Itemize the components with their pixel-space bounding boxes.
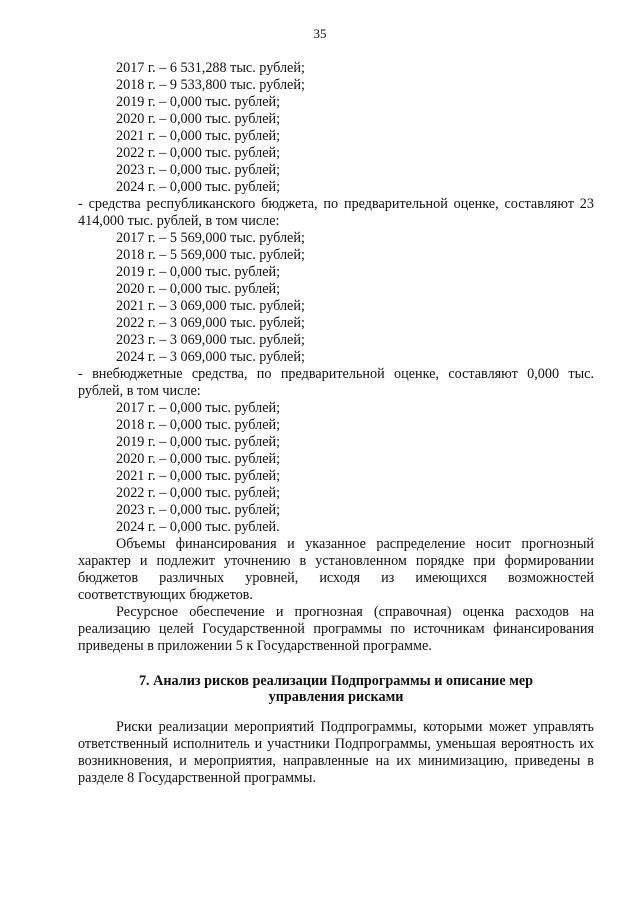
funding-year-line: 2020 г. – 0,000 тыс. рублей; [116,451,281,467]
funding-year-line: 2019 г. – 0,000 тыс. рублей; [116,264,281,280]
funding-year-line: 2024 г. – 0,000 тыс. рублей. [116,519,280,535]
funding-year-line: 2021 г. – 0,000 тыс. рублей; [116,128,281,144]
funding-year-line: 2022 г. – 0,000 тыс. рублей; [116,485,281,501]
page-content [78,60,594,787]
funding-year-line: 2020 г. – 0,000 тыс. рублей; [116,111,281,127]
resources-paragraph: Ресурсное обеспечение и прогнозная (справочная) оценка расходов на реализацию целей Государственной программы по источникам финансирования приведены в приложении 5 к Государственной программе. [78,604,594,654]
funding-year-line: 2024 г. – 0,000 тыс. рублей; [116,179,281,195]
funding-list-extrabudget [78,400,594,536]
funding-year-line: 2023 г. – 0,000 тыс. рублей; [116,162,281,178]
funding-year-line: 2017 г. – 6 531,288 тыс. рублей; [116,60,305,76]
funding-year-line: 2018 г. – 0,000 тыс. рублей; [116,417,281,433]
funding-year-line: 2023 г. – 0,000 тыс. рублей; [116,502,281,518]
forecast-paragraph: Объемы финансирования и указанное распределение носит прогнозный характер и подлежит уточнению в установленном порядке при формировании бюджетов различных уровней, исходя из имеющихся возможностей соответствующих бюджетов. [78,536,594,603]
funding-year-line: 2022 г. – 0,000 тыс. рублей; [116,145,281,161]
page-number: 35 [313,26,327,41]
extrabudget-intro: - внебюджетные средства, по предварительной оценке, составляют 0,000 тыс. рублей, в том числе: [78,366,594,399]
risks-paragraph: Риски реализации мероприятий Подпрограммы, которыми может управлять ответственный исполнитель и участники Подпрограммы, уменьшая вероятность их возникновения, и мероприятия, направленные на их минимизацию, приведены в разделе 8 Государственной программы. [78,719,594,786]
funding-year-line: 2024 г. – 3 069,000 тыс. рублей; [116,349,305,365]
funding-year-line: 2021 г. – 3 069,000 тыс. рублей; [116,298,305,314]
funding-year-line: 2020 г. – 0,000 тыс. рублей; [116,281,281,297]
funding-year-line: 2019 г. – 0,000 тыс. рублей; [116,434,281,450]
funding-year-line: 2023 г. – 3 069,000 тыс. рублей; [116,332,305,348]
section-heading: 7. Анализ рисков реализации Подпрограммы и описание мер управления рисками [138,673,534,705]
funding-list-federal [78,60,594,196]
funding-year-line: 2018 г. – 5 569,000 тыс. рублей; [116,247,305,263]
funding-year-line: 2018 г. – 9 533,800 тыс. рублей; [116,77,305,93]
funding-year-line: 2021 г. – 0,000 тыс. рублей; [116,468,281,484]
republic-budget-intro: - средства республиканского бюджета, по предварительной оценке, составляют 23 414,000 тыс. рублей, в том числе: [78,196,594,229]
funding-year-line: 2022 г. – 3 069,000 тыс. рублей; [116,315,305,331]
funding-list-republic [78,230,594,366]
funding-year-line: 2017 г. – 0,000 тыс. рублей; [116,400,281,416]
funding-year-line: 2019 г. – 0,000 тыс. рублей; [116,94,281,110]
funding-year-line: 2017 г. – 5 569,000 тыс. рублей; [116,230,305,246]
